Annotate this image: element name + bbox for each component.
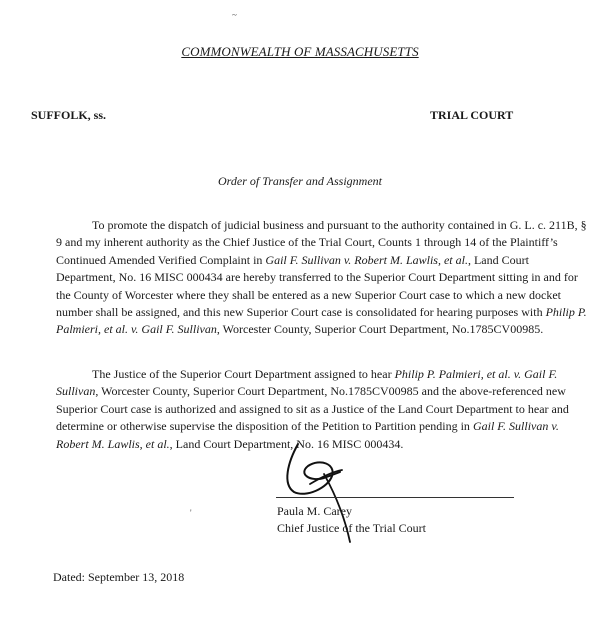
dated-line: Dated: September 13, 2018 xyxy=(53,570,185,584)
order-title: Order of Transfer and Assignment xyxy=(217,174,382,188)
order-paragraph-1-text: To promote the dispatch of judicial business and pursuant to the authority contained in G. L. c. 211B, § 9 and my inherent authority as the Chief Justice of the Trial Court, Counts 1 through 14 of the Plaintiff’s Continued Amended Verified Complaint in Gail F. Sullivan v. Robert M. Lawlis, et al., Land Court Department, No. 16 MISC 000434 are hereby transferred to the Superior Court Department sitting in and for the County of Worcester where they shall be entered as a new Superior Court case to which a new docket number shall be assigned, and this new Superior Court case is consolidated for hearing purposes with Philip P. Palmieri, et al. v. Gail F. Sullivan, Worcester County, Superior Court Department, No.1785CV00985. xyxy=(56,218,587,337)
scan-speck: ' xyxy=(190,508,192,518)
signer-block xyxy=(277,503,426,537)
signer-name: Paula M. Carey xyxy=(277,504,352,518)
signature-line xyxy=(276,497,514,498)
scan-speck: ~ xyxy=(232,10,237,20)
order-paragraph-1 xyxy=(56,217,590,339)
court-label: TRIAL COURT xyxy=(430,108,514,122)
commonwealth-heading: COMMONWEALTH OF MASSACHUSETTS xyxy=(181,44,419,59)
county-label: SUFFOLK, ss. xyxy=(31,108,107,122)
signer-title: Chief Justice of the Trial Court xyxy=(277,521,426,535)
order-paragraph-2-text: The Justice of the Superior Court Department assigned to hear Philip P. Palmieri, et al. v. Gail F. Sullivan, Worcester County, Superior Court Department, No.1785CV00985 and the above-referenced new Superior Court case is authorized and assigned to sit as a Justice of the Land Court Department to hear and determine or otherwise supervise the disposition of the Petition to Partition pending in Gail F. Sullivan v. Robert M. Lawlis, et al., Land Court Department, No. 16 MISC 000434. xyxy=(56,367,569,451)
